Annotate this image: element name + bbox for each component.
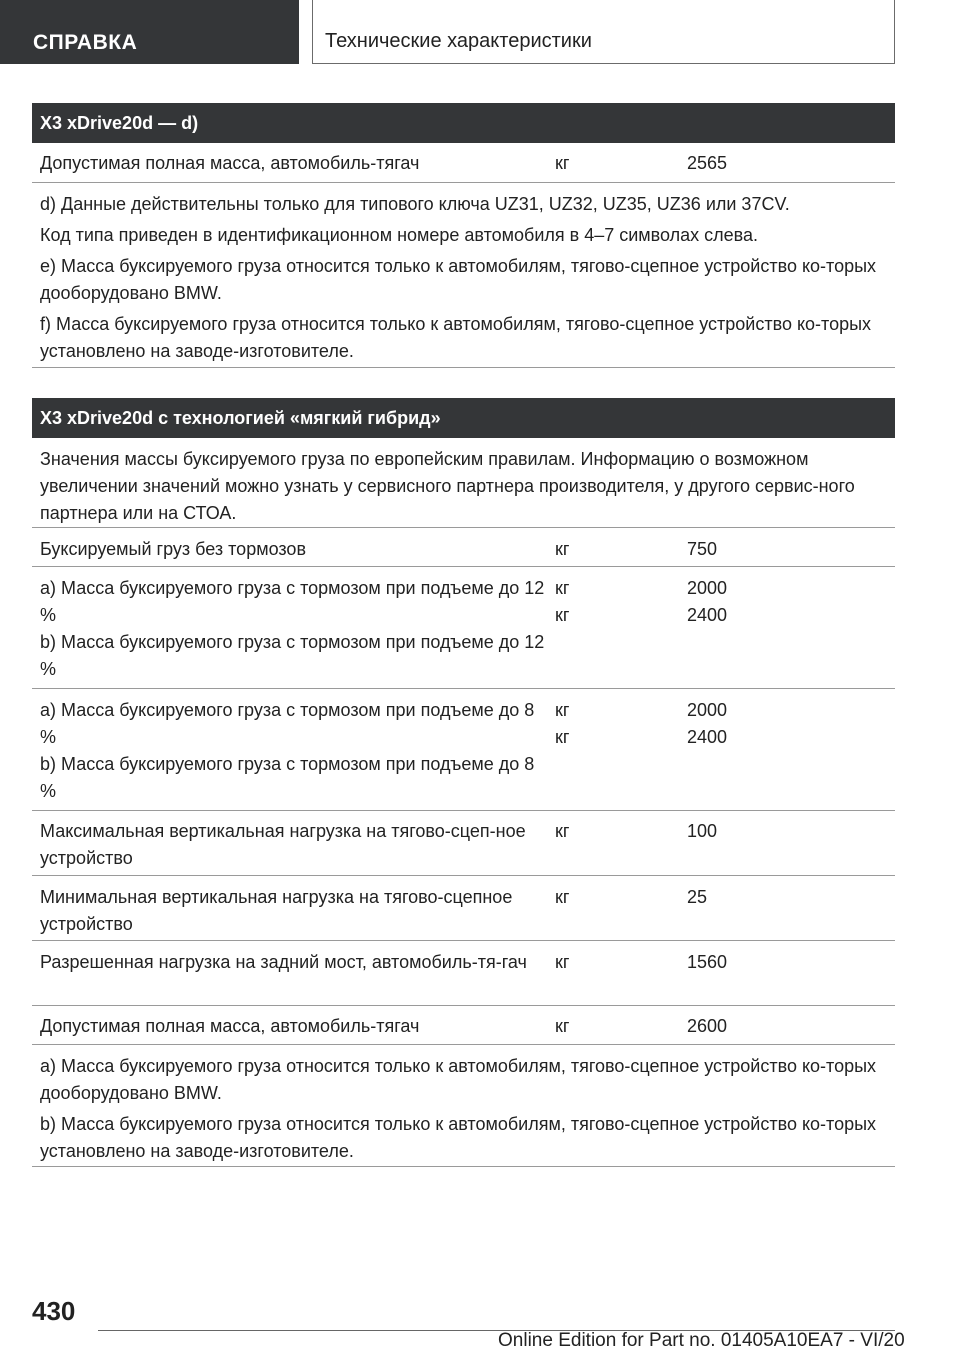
row-label: Допустимая полная масса, автомобиль-тягач [40, 1016, 420, 1036]
table-row [32, 536, 895, 567]
table-row [32, 949, 895, 1006]
section2-title-bar [32, 398, 895, 438]
row-unit: кг [555, 1016, 570, 1036]
row-value: 1560 [687, 952, 728, 972]
footnote: a) Масса буксируемого груза относится только к автомобилям, тягово-сцепное устройство ко-торых дооборудовано BMW. [40, 1056, 877, 1103]
row-unit: кг [555, 539, 570, 559]
header-section-label: СПРАВКА [33, 31, 138, 54]
row-label-a: a) Масса буксируемого груза с тормозом при подъеме до 8 % [40, 700, 535, 747]
row-value-a: 2000 [687, 578, 728, 598]
row-label: Минимальная вертикальная нагрузка на тягово-сцепное устройство [40, 887, 513, 934]
table-row [32, 884, 895, 941]
row-value: 750 [687, 539, 718, 559]
row-label-b: b) Масса буксируемого груза с тормозом при подъеме до 8 % [40, 754, 535, 801]
row-unit-b: кг [555, 605, 570, 625]
row-value: 25 [687, 887, 708, 907]
row-value-a: 2000 [687, 700, 728, 720]
row-value-b: 2400 [687, 727, 728, 747]
footnote: f) Масса буксируемого груза относится только к автомобилям, тягово-сцепное устройство ко-торых установлено на заводе-изготовителе. [40, 314, 872, 361]
row-unit-b: кг [555, 727, 570, 747]
row-label: Буксируемый груз без тормозов [40, 539, 307, 559]
row-unit-a: кг [555, 578, 570, 598]
row-value: 2600 [687, 1016, 728, 1036]
row-value-b: 2400 [687, 605, 728, 625]
table-row [32, 150, 895, 183]
header-title-box [312, 0, 895, 64]
row-unit: кг [555, 887, 570, 907]
row-label: Разрешенная нагрузка на задний мост, автомобиль-тя-гач [40, 952, 527, 972]
row-label: Максимальная вертикальная нагрузка на тягово-сцеп-ное устройство [40, 821, 526, 868]
section2-notes [32, 1053, 895, 1167]
row-label-b: b) Масса буксируемого груза с тормозом при подъеме до 12 % [40, 632, 545, 679]
row-unit: кг [555, 821, 570, 841]
section2-title: X3 xDrive20d с технологией «мягкий гибрид» [40, 408, 441, 428]
page-number: 430 [32, 1296, 76, 1326]
row-unit: кг [555, 952, 570, 972]
row-unit: кг [555, 153, 570, 173]
row-label: Допустимая полная масса, автомобиль-тягач [40, 153, 420, 173]
header-section-tab [0, 0, 299, 64]
section1-title-bar [32, 103, 895, 143]
footnote: Код типа приведен в идентификационном номере автомобиля в 4–7 символах слева. [40, 225, 759, 245]
table-row [32, 575, 895, 689]
header-title: Технические характеристики [325, 30, 592, 52]
row-label-a: a) Масса буксируемого груза с тормозом при подъеме до 12 % [40, 578, 545, 625]
section1-title: X3 xDrive20d — d) [40, 113, 199, 133]
footnote: d) Данные действительны только для типового ключа UZ31, UZ32, UZ35, UZ36 или 37CV. [40, 194, 790, 214]
row-unit-a: кг [555, 700, 570, 720]
row-value: 2565 [687, 153, 728, 173]
footnote: e) Масса буксируемого груза относится только к автомобилям, тягово-сцепное устройство ко-торых дооборудовано BMW. [40, 256, 877, 303]
row-value: 100 [687, 821, 718, 841]
table-row [32, 697, 895, 811]
section2-intro [32, 446, 895, 528]
footnote: b) Масса буксируемого груза относится только к автомобилям, тягово-сцепное устройство ко-торых установлено на заводе-изготовителе. [40, 1114, 877, 1161]
footer-edition: Online Edition for Part no. 01405A10EA7 - VI/20 [498, 1330, 905, 1351]
section1-notes [32, 191, 895, 368]
table-row [32, 1013, 895, 1045]
table-row [32, 818, 895, 876]
intro-text: Значения массы буксируемого груза по европейским правилам. Информацию о возможном увеличении значений можно узнать у сервисного партнера производителя, у другого сервис-ного партнера или на СТОА. [40, 449, 855, 523]
